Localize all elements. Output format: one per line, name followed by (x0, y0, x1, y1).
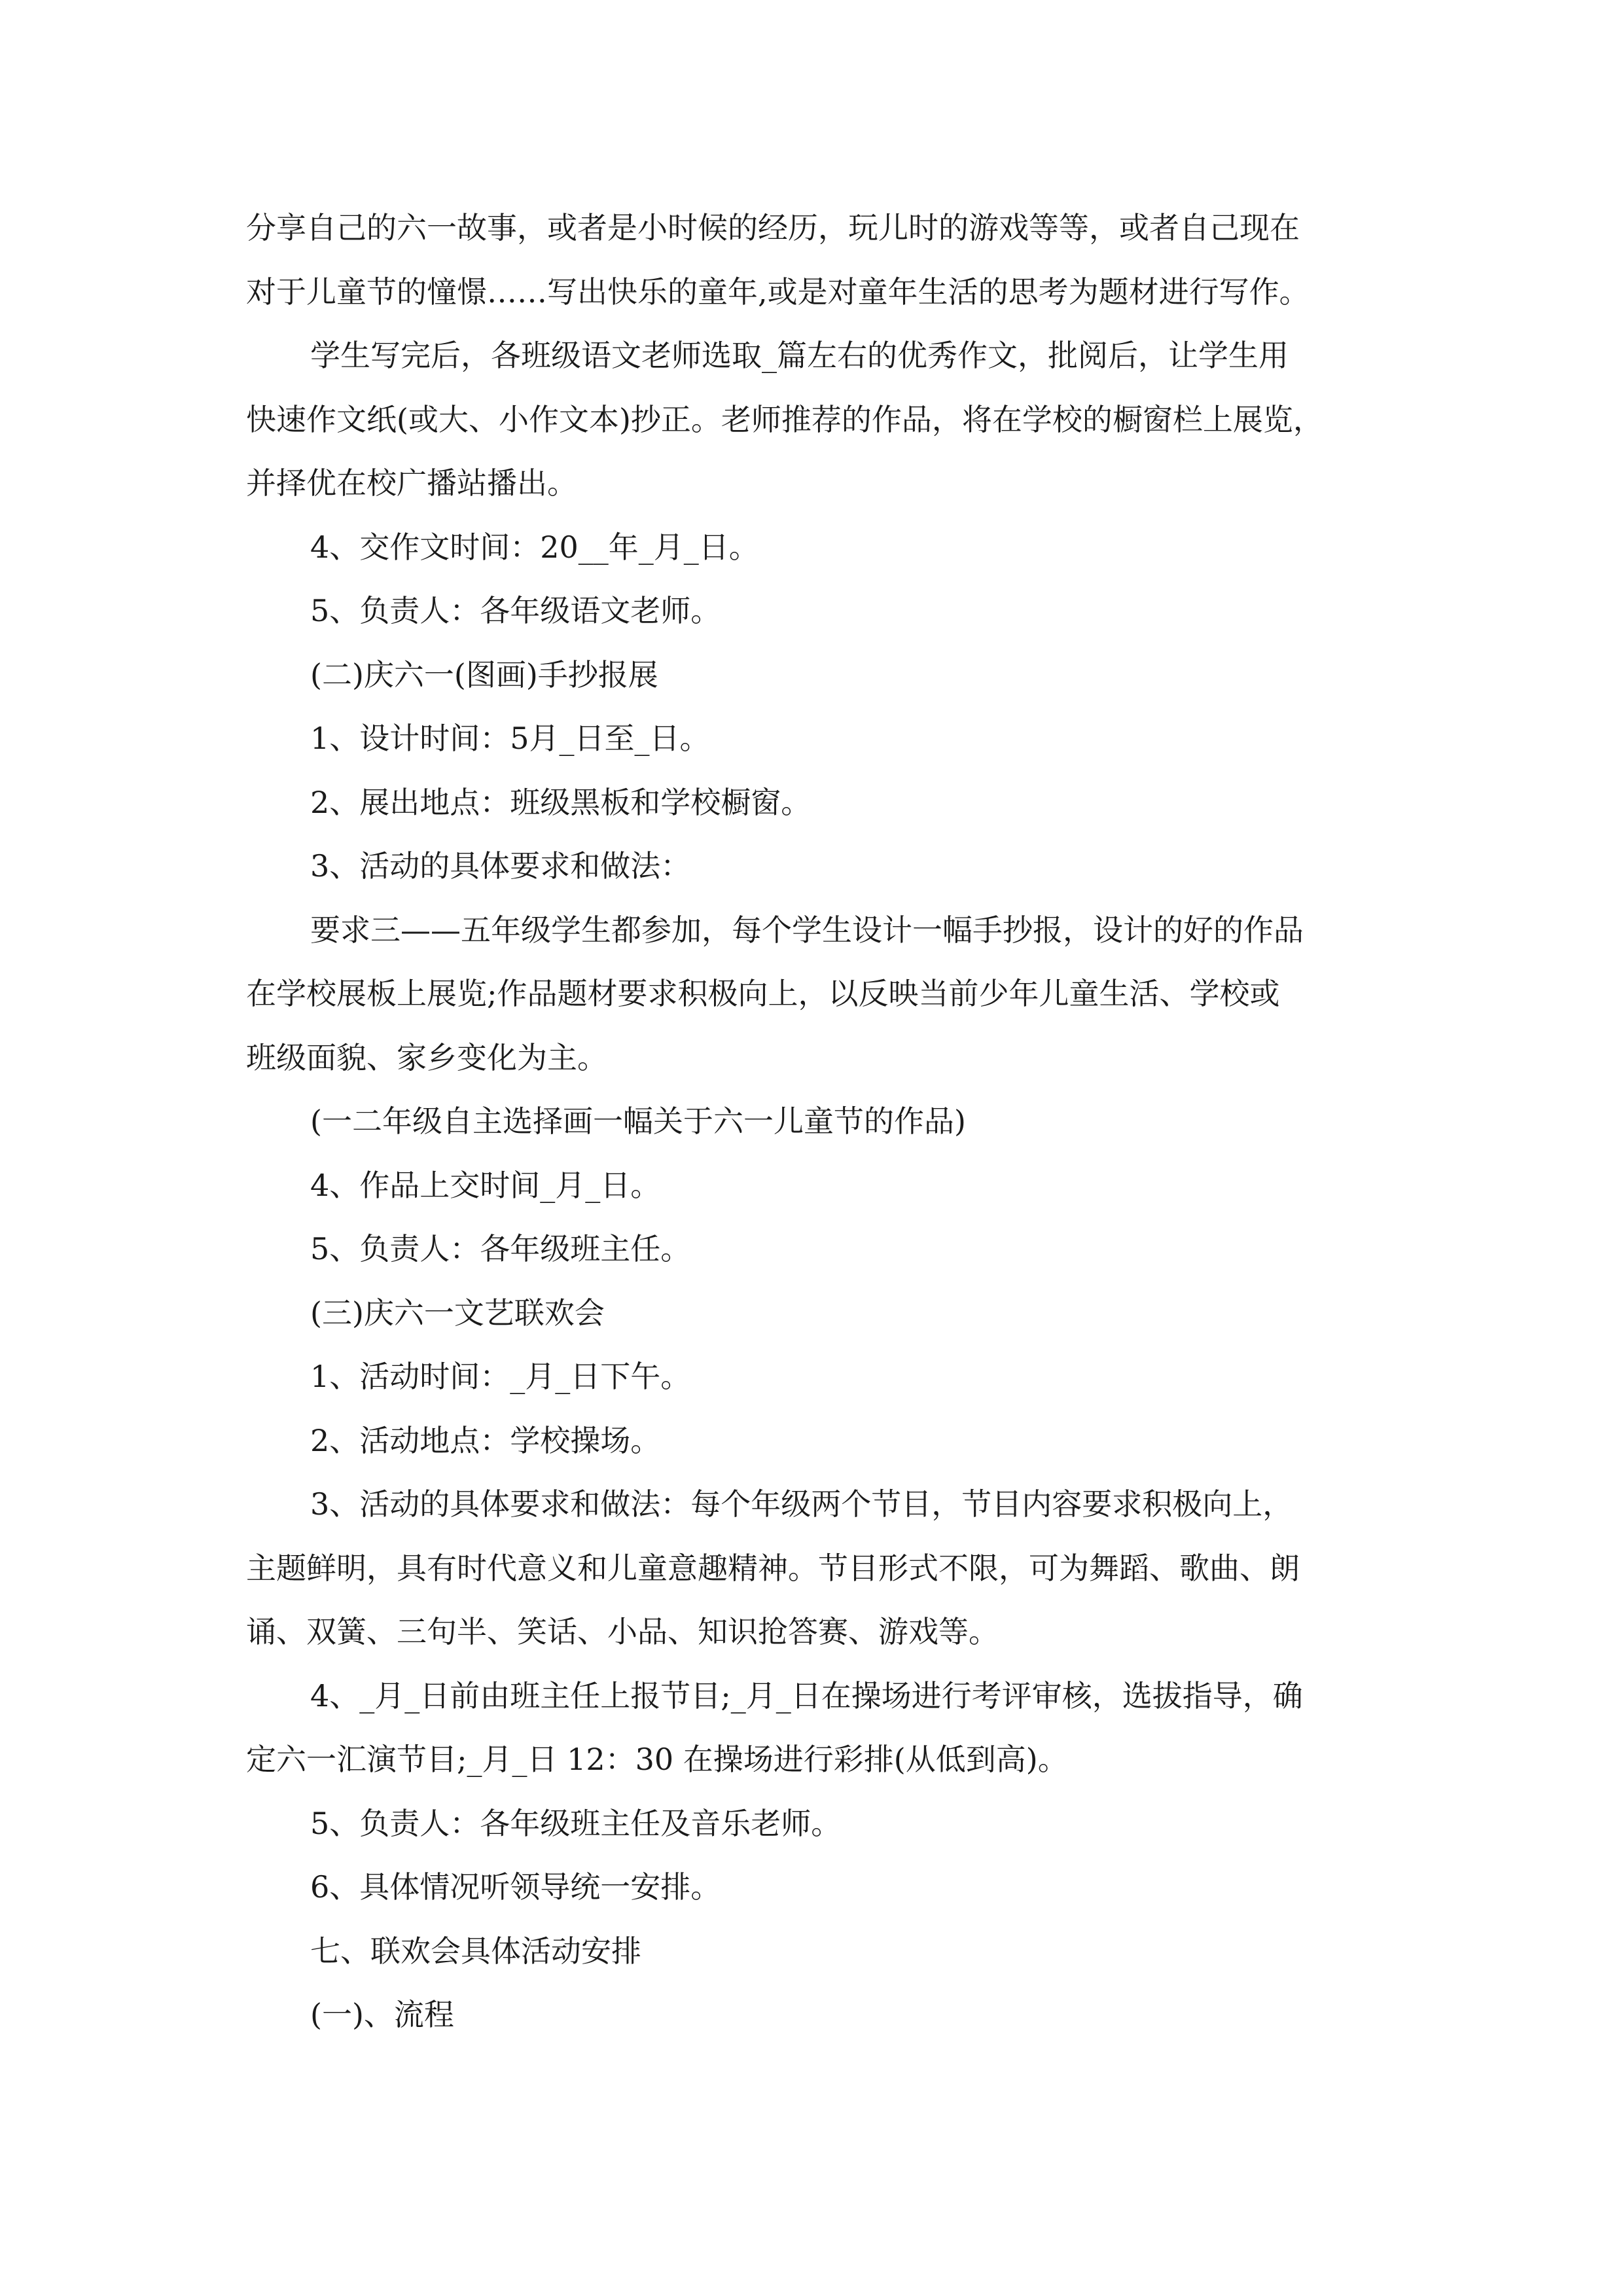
text-line: (二)庆六一(图画)手抄报展 (310, 656, 658, 692)
text-line: 定六一汇演节目;_月_日 12：30 在操场进行彩排(从低到高)。 (246, 1742, 1068, 1777)
text-line: (一二年级自主选择画一幅关于六一儿童节的作品) (310, 1103, 966, 1139)
text-line: 诵、双簧、三句半、笑话、小品、知识抢答赛、游戏等。 (246, 1614, 999, 1649)
text-line: 班级面貌、家乡变化为主。 (246, 1039, 607, 1075)
text-line: 5、负责人：各年级班主任及音乐老师。 (310, 1805, 842, 1841)
text-line: (一)、流程 (310, 1997, 454, 2032)
text-line: 七、联欢会具体活动安排 (310, 1933, 641, 1969)
text-line: 在学校展板上展览;作品题材要求积极向上，以反映当前少年儿童生活、学校或 (246, 976, 1280, 1011)
text-line: 2、展出地点：班级黑板和学校橱窗。 (310, 784, 812, 820)
text-line: 主题鲜明，具有时代意义和儿童意趣精神。节目形式不限，可为舞蹈、歌曲、朗 (246, 1550, 1300, 1586)
text-line: 5、负责人：各年级班主任。 (310, 1231, 691, 1266)
text-line: 4、作品上交时间_月_日。 (310, 1167, 661, 1203)
text-line: 对于儿童节的憧憬……写出快乐的童年,或是对童年生活的思考为题材进行写作。 (246, 274, 1310, 310)
text-line: 并择优在校广播站播出。 (246, 465, 577, 501)
text-line: 4、_月_日前由班主任上报节目;_月_日在操场进行考评审核，选拔指导，确 (310, 1677, 1303, 1713)
document-body (246, 196, 1385, 2047)
text-line: 2、活动地点：学校操场。 (310, 1422, 661, 1458)
text-line: 5、负责人：各年级语文老师。 (310, 593, 721, 628)
text-line: 快速作文纸(或大、小作文本)抄正。老师推荐的作品，将在学校的橱窗栏上展览， (246, 401, 1323, 437)
text-line: 1、设计时间：5月_日至_日。 (310, 721, 710, 756)
text-line: (三)庆六一文艺联欢会 (310, 1295, 605, 1331)
text-line: 分享自己的六一故事，或者是小时候的经历，玩儿时的游戏等等，或者自己现在 (246, 210, 1300, 245)
text-line: 1、活动时间：_月_日下午。 (310, 1359, 691, 1394)
text-line: 学生写完后，各班级语文老师选取_篇左右的优秀作文，批阅后，让学生用 (310, 338, 1289, 373)
text-line: 3、活动的具体要求和做法： (310, 848, 691, 884)
text-line: 3、活动的具体要求和做法：每个年级两个节目，节目内容要求积极向上， (310, 1486, 1293, 1522)
text-line: 要求三——五年级学生都参加，每个学生设计一幅手抄报，设计的好的作品 (310, 912, 1304, 948)
text-line: 4、交作文时间：20__年_月_日。 (310, 529, 759, 565)
text-line: 6、具体情况听领导统一安排。 (310, 1869, 721, 1905)
